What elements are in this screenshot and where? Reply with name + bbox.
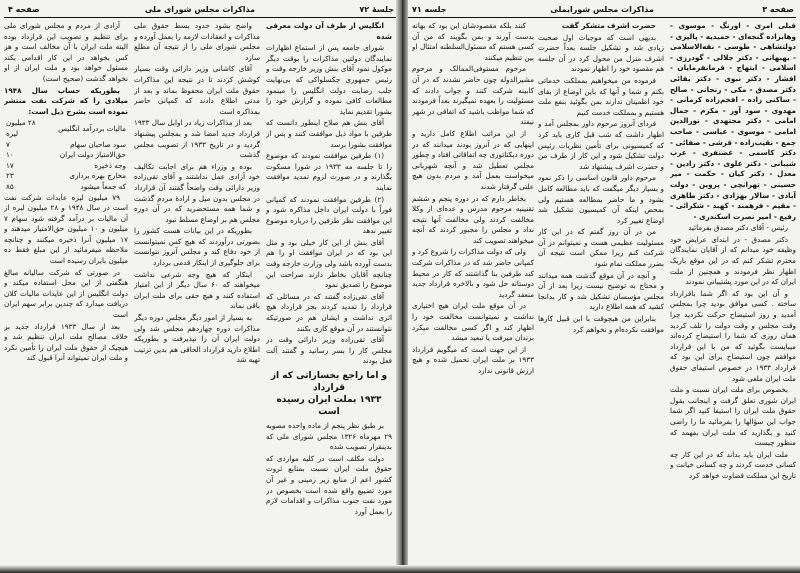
paragraph: شورای جامعه پس از استماع اظهارات نمایندگان دولتین مذاکرات را بوقت دیگر موکول نمود آقای بنش وزیر خارجه وقت و رئیس جمهوری چکسلواکی که بی‌نهایت جلب رضایت دولت انگلیس را مینمود مطالعات کافی نموده و گزارش خود را بشورا تقدیم نماید [266,43,392,116]
paragraph: (۲) طرفین موافقت نمودند که کمپانی فوراً با دولت ایران داخل مذاکره شود و این موافقت نظر طرفین را درباره موضوع تغییر ندهد [266,194,392,236]
page-number: صفحه ۳ [762,5,794,14]
paragraph: آقای تقی‌زاده وزیر دارائی وقت در مجلس کار را بسر رسانید و گفتند آلت فعل بودند [266,335,392,366]
table-cell: سود صاحبان سهام [70,139,126,149]
right-page [404,0,800,573]
table-row [4,150,128,161]
paragraph: بعد از مذاکرات زیاد در اوایل سال ۱۹۳۳ قرارداد جدید امضا شد و بمجلس پیشنهاد گردید و در تاریخ ۱۹۳۳ از تصویب مجلس گذشت [134,118,260,160]
session-number: جلسه ۷۱ [412,5,447,14]
paragraph: دکتر مصدق - در ابتدای عرایض خود وظیفه خود میدانم که از آقایان نمایندگان محترم تشکر کنم که در این موقع باریک اظهار نظر فرمودند و همچنین از ملت ایران که در این مورد پشتیبانی نمودند [670,234,796,287]
column-middle [134,21,260,559]
table-cell: ۱۰ [6,150,14,160]
paragraph: بر طبق نظر پنجم از ماده واحده مصوبه ۲۹ مهرماه ۱۳۲۶ مجلس شورای ملی که بدینقرار تصویب شده [266,421,392,452]
column-right [266,21,392,559]
paragraph: در آن موقع ملت ایران هیچ اختیاری نداشت و نمیتوانست مخالفت خود را اظهار کند و اگر کسی مخالفت میکرد بزندان میرفت یا تبعید میشد [412,301,534,343]
table-cell: مالیات بردرآمد انگلیس [58,123,126,133]
paragraph: آزادی از مردم و مجلس شورای ملی برای تنظیم و تصویب این قرارداد بوده الیته ملت ایران با آن مخالف است و هر کس بخواهد در این کار اقدامی بکند مسئول خواهد بود و ملت ایران از او نخواهد گذشت (صحیح است) [4,21,128,83]
paragraph: بعد از سال ۱۹۳۳ قرارداد جدید بر خلاف مصالح ملت ایران تنظیم شد و هیچیک از حقوق ملت ایران را تأمین نکرد و ملت ایران نمیتواند آنرا قبول کند [4,321,128,363]
paragraph: بوده و وزراء هم برای اجابت تکالیف خود آزادی عمل نداشتند و آقای تقی‌زاده وزیر دارائی وقت واضحاً گفتند آن قرارداد در مجلس بدون میل و ارادهٔ مردم گذشت و شما همه مستحضرید که در آن دوره مجلس هم بر اوضاع مسلط نبود [134,161,260,224]
column-middle [538,21,664,559]
paragraph: بطوریکه در این بیانات هست کشور را بصورتی درآوردند که هیچ کس نمیتوانست از خود دفاع کند و مجلس آنروز نتوانست برای جلوگیری از اینکار قدمی بردارد [134,226,260,268]
paragraph: در صورتی که شرکت سالیانه مبالغ هنگفتی از این محل استفاده میکند و دولت انگلیس از این عایدات مالیات کلان دریافت میدارد که چندین برابر سهم ایران است [4,267,128,320]
paragraph: بخاطر دارم که در دوره پنجم و ششم تقنینیه مرحوم مدرس و عده‌ای از وکلا مخالفت کردند ولی مخالفت آنها نتیجه نداد و مجلس را مجبور کردند که آنچه میخواهند تصویب کند [412,193,534,245]
paragraph: از این مراتب اطلاع کامل دارید و اینهایی که در آنروز بودند میدانند که در دوره دیکتاتوری چه اتفاقاتی افتاد و چطور مجلس تعطیل شد و آنچه شهربانی میخواست بعمل آمد و مردم بدون هیچ علتی گرفتار شدند [412,128,534,191]
names-list: قبلی امری - اورنگ - موسوی - وهابزاده گنجه‌ای - حمیدیه - پالیزی - دولتشاهی - طوسی - نقه‌الاسلامی - بهبهانی - دکتر جلالی - گودرزی - اسلامی - ابتهاج - فرمانفرمایان - افشار - دکتر نبوی - دکتر بقائی دکتر مصدق - مکی - زنجانی - صالح - ساکنی زاده - افخم‌زاده کرمانی - مهدوی - سود آور - مکرم - جمال امامی - دکتر مجتهدی - نورالدین امامی - موسوی - عباسی - صاحب جمع - نقیب‌زاده - قرشی - صفائی - دکتر کاسمی - غضنفری - عرب شیبانی - دکتر علوی - دکتر رادین - معدل - دکتر کیان - حکمت - میر حسینی - تهرانچی - پروین - دولت آبادی - سالار بهزادی - دکتر طاهری - مقیم - فرهمند - کهبد - شکرائی - رفیع - امیر نصرت اسکندری - [670,21,796,221]
table-row [4,171,128,182]
paragraph: ملت ایران باید بداند که در این کار چه کسانی خدمت کردند و چه کسانی خیانت و تاریخ این مملکت قضاوت خواهد کرد [670,449,796,480]
table-cell: که جمعاً میشود [80,181,126,191]
page-number: صفحه ۴ [8,5,40,14]
table-cell: ۸۵ [6,181,14,191]
column-left [412,21,534,559]
heading-line: ۱۹۳۳ بملت ایران رسیده است [276,395,382,417]
paragraph: ۷۹ میلیون لیره عایدات شرکت نفت است در سال ۱۹۴۸ و ۲۸ میلیون لیره از آن مالیات بر درآمد گرفته شود سهام ۷ میلیون و ۱۰ میلیون حق‌الامتیاز میدهند و ۱۷ میلیون آنرا ذخیره میکنند و چنانچه ملاحظه میفرمائید از این مبلغ فقط ده میلیون بایران رسیده است [4,192,128,266]
paragraph: آقای بنش هم صلاح اینطور دانست که طرفین با مواد ذیل موافقت کنند و پس از موافقت بشورا برسد [266,118,392,149]
paragraph: دولت مکلف است در کلیه مواردی که حقوق ملت ایران نسبت بمنابع ثروت کشور اعم از منابع زیر زمینی و غیر آن مورد تضییع واقع شده است بخصوص در مورد نفت جنوب مذاکرات و اقدامات لازم را بعمل آورد [266,453,392,516]
table-cell: ۷ [6,139,10,149]
page-header [4,4,396,18]
paragraph: من در آن روز گفتم که در این کار مسئولیت عظیمی هست و نمیتوانم در آن شرکت کنم زیرا ممکن است نتیجه آن بضرر مملکت تمام شود [538,227,664,269]
revenue-table [4,118,128,192]
paragraph: از این جهت است که میگویم قرارداد ۱۹۳۳ بر ملت ایران تحمیل شده و هیچ ارزش قانونی ندارد [412,344,534,375]
paragraph: آقای تقی‌زاده گفتند که در مسائلی که قرارداد را تمدید کردند بجز قرارداد هیچ اثری نداشت و ایشان هم در صورتیکه نتوانستند در آن موقع کاری بکنند [266,291,392,333]
column-left [4,21,128,559]
paragraph: (۱) طرفین موافقت نمودند که موضوع را تا جلسه مه ۱۹۳۳ در شورا مسکوت بگذارند و در صورت لزوم تمدید موافقت نمایند [266,151,392,192]
paragraph: بخصوص برای ملت ایران نسبت و ملت ایران شوری تعلق گرفت و اینجانب بقول حقوق ملت ایران را استیفا کنید اگر شما جواب این سؤالها را بفرمائید ما را راضی کنید و بگذارید که ملت ایران بفهمد که منظور چیست [670,385,796,448]
paragraph: مرحوم مستوفی‌الممالک و مرحوم مشیرالدوله چون حاضر نشدند که در آن کابینه شرکت کنند و جواب دادند که مسئولیت را بعهده نمیگیرند بعداً فرمودند که شما مواظب باشید که اتفاقی در شهر نیفتد [412,64,534,127]
paragraph: اینکار که هیچ وجه شرعی نداشت میخواهند که ۶۰ سال دیگر از این امتیاز استفاده کنند و هیچ حقی برای ملت ایران باقی نماند [134,269,260,311]
paragraph: حضرت اشرف متشکر گفت [561,21,656,30]
table-cell: ۲۳ [6,171,14,181]
paragraph: بنابراین من هیچوقت با این قبیل کارها موافقت نکرده‌ام و نخواهم کرد [538,314,664,334]
page-header [408,4,796,18]
paragraph: و آنچه در آن موقع گذشت همه میدانند و محتاج به توضیح نیست زیرا بعد از آن مجلس مؤسسان تشکیل شد و کار بدانجا کشید که همه اطلاع دارید [538,270,664,312]
table-cell: وجه ذخیره [94,160,126,170]
paragraph: مرحوم داور قانون اساسی را ذکر نمود و بسیار دیگر میگفت که باید مطالعه کامل بشود و ما حاضر بمطالعه هستیم ولی بمحض اینکه آن کمیسیون تشکیل شد اوضاع تغییر کرد [538,173,664,225]
scan-edge-shadow [0,565,800,573]
table-cell: حق‌الامتیاز دولت ایران [59,150,126,160]
paragraph: بدیهی است که موجبات اول صحبت زیادی شد و تشکیل جلسه بعداً حضرت اشرف منزل من محول کرد در آن جلسه هم مقصود خود را اظهار نمودند [538,32,664,74]
running-title: مذاکرات مجلس شورایملی [550,5,654,14]
table-row [4,140,128,151]
paragraph: فردای آنروز مرحوم داور بمجلس آمد و اظهار داشت که شب قبل کاری باید کرد که کمیسیونی برای تأمین نظریات رئیس دولت تشکیل شود و این کار از طرف من و حضرت اشرف پیشنهاد شد [538,119,664,171]
running-title: مذاکرات مجلس شورای ملی [144,5,256,14]
paragraph: انگلیس از طرف آن دولت معرفی شده [266,21,392,41]
paragraph: آقای بنش از این کار خیلی بود و مثل این بود که در ایران موافقت او را هم بدست آورده باشد ولی وزارت خارجه وقت چنانچه آقایان بخاطر دارند صراحت این موضوع را تصدیق نمود [266,237,392,290]
table-row [4,118,128,139]
section-heading [266,370,392,418]
table-row [4,161,128,172]
paragraph: واضح بشود حدود بسط حقوق ملی مذاکرات و انعقادات لازمه را بعمل آورده و مجلس شورای ملی را از نتیجه آن مطلع سازد [134,21,260,62]
table-cell: ۲۸ میلیون لیره [6,118,36,138]
table-cell: مخارج بهره برداری [69,171,126,181]
paragraph: و آن این بود که اگر شما باقرارداد ساخته . کسی موافق بودید چرا بمجلس آمدید و روز استیضاح حرکت نکردید چرا وقت مجلس و وقت دولت را تلف کردید همان روزی که شما را استیضاح کرده‌اند میبایست بگوئید که من با این قرارداد موافقم چون استیضاح برای این بود که قرارداد ۱۹۳۳ در خصوص استیفای حقوق ملت ایران ملغی شود [670,288,796,383]
table-cell: ۱۷ [6,160,14,170]
paragraph: فرموده من میخواهیم بمملکت خدماتی بکنم و شما و آنها که باین اوضاع از بقای خود اطمینان ندارند بمن بگوئید بنفع ملت هستیم و بمملکت خدمت کنیم [538,75,664,117]
paragraph: آقای کاشانی وزیر دارائی وقت بسیار کوشش کردند تا در نتیجه این مذاکرات حقوق ملت ایران محفوظ بماند و بعد از مدتی اطلاع دادند که کمپانی حاضر بمذاکره است [134,64,260,116]
heading-line: و اما راجع بخساراتی که از قرارداد [270,371,388,393]
paragraph: ولی که دولت مذاکرات را شروع کرد و کمپانی حاضر شد که در مذاکرات شرکت کند طرفین بنا گذاشتند که کار در محیط دوستانه حل شود و بالاخره قرارداد جدید منعقد گردید [412,247,534,299]
paragraph: رئیس - آقای دکتر مصدق بفرمائید [688,223,788,233]
paragraph: کنند بلکه مقصودشان این بود که بهانه بدست آورند و بمن بگویند که من آن کسی هستم که مسئول‌السلطنه امتثال او بین تنظیم میکنند [412,21,534,62]
paragraph: به بسیار از امور دیگر مجلس دوره دیگر مذاکرات دوره چهاردهم مجلس شد ولی دولت ایران آن را نپذیرفت و بطوریکه اطلاع دارید قرارداد الحاقی هم بدین ترتیب تهیه شد [134,313,260,365]
table-row [4,182,128,193]
column-right [670,21,796,559]
paragraph: بطوریکه حساب سال ۱۹۴۸ میلادی را که شرکت نفت منتشر نموده است بشرح ذیل است: [4,85,128,116]
session-number: جلسهٔ ۷۲ [359,5,394,14]
